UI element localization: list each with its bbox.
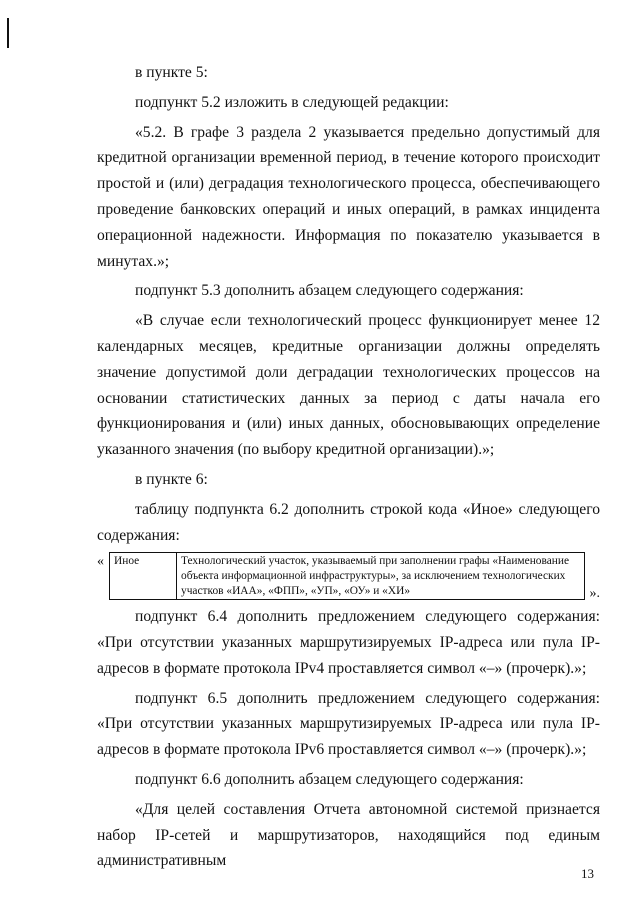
- paragraph: подпункт 6.5 дополнить предложением следующего содержания: «При отсутствии указанных маршрутизируемых IP-адреса или пула IP-адресов в формате протокола IPv6 проставляется символ «–» (прочерк).»;: [97, 689, 600, 759]
- page-number: 13: [581, 866, 594, 881]
- paragraph: подпункт 5.2 изложить в следующей редакции:: [135, 93, 449, 111]
- paragraph: подпункт 5.3 дополнить абзацем следующего содержания:: [135, 282, 524, 300]
- description-cell: Технологический участок, указываемый при заполнении графы «Наименование объекта информационной инфраструктуры», за исключением технологических участков «ИАА», «ФПП», «УП», «ОУ» и «ХИ»: [177, 553, 585, 600]
- paragraph: «5.2. В графе 3 раздела 2 указывается предельно допустимый для кредитной организации временной период, в течение которого происходит простой и (или) деградация технологического процесса, обеспечивающего проведение банковских операций и иных операций, в рамках инцидента операционной надежности. Информация по показателю указывается в минутах.»;: [97, 123, 600, 270]
- paragraph: в пункте 5:: [135, 64, 208, 81]
- paragraph: подпункт 6.6 дополнить абзацем следующего содержания:: [135, 770, 524, 788]
- paragraph: таблицу подпункта 6.2 дополнить строкой кода «Иное» следующего содержания:: [97, 500, 600, 544]
- paragraph: подпункт 6.4 дополнить предложением следующего содержания: «При отсутствии указанных маршрутизируемых IP-адреса или пула IP-адресов в формате протокола IPv4 проставляется символ «–» (прочерк).»;: [97, 608, 600, 677]
- table-insert: [97, 552, 600, 600]
- open-quote: «: [97, 554, 104, 570]
- close-quote: ».: [589, 586, 600, 602]
- code-table: [109, 552, 585, 600]
- code-cell: Иное: [110, 553, 177, 600]
- document-body: [97, 60, 600, 878]
- paragraph: «Для целей составления Отчета автономной системой признается набор IP-сетей и маршрутизаторов, находящийся под единым административным: [97, 800, 600, 870]
- paragraph: «В случае если технологический процесс функционирует менее 12 календарных месяцев, кредитные организации должны определять значение допустимой доли деградации технологических процессов на основании статистических данных за период с даты начала его функционирования и (или) иных данных, обосновывающих определение указанного значения (по выбору кредитной организации).»;: [97, 312, 600, 459]
- paragraph: в пункте 6:: [135, 470, 208, 488]
- margin-mark: [7, 18, 9, 48]
- table-row: [110, 553, 585, 600]
